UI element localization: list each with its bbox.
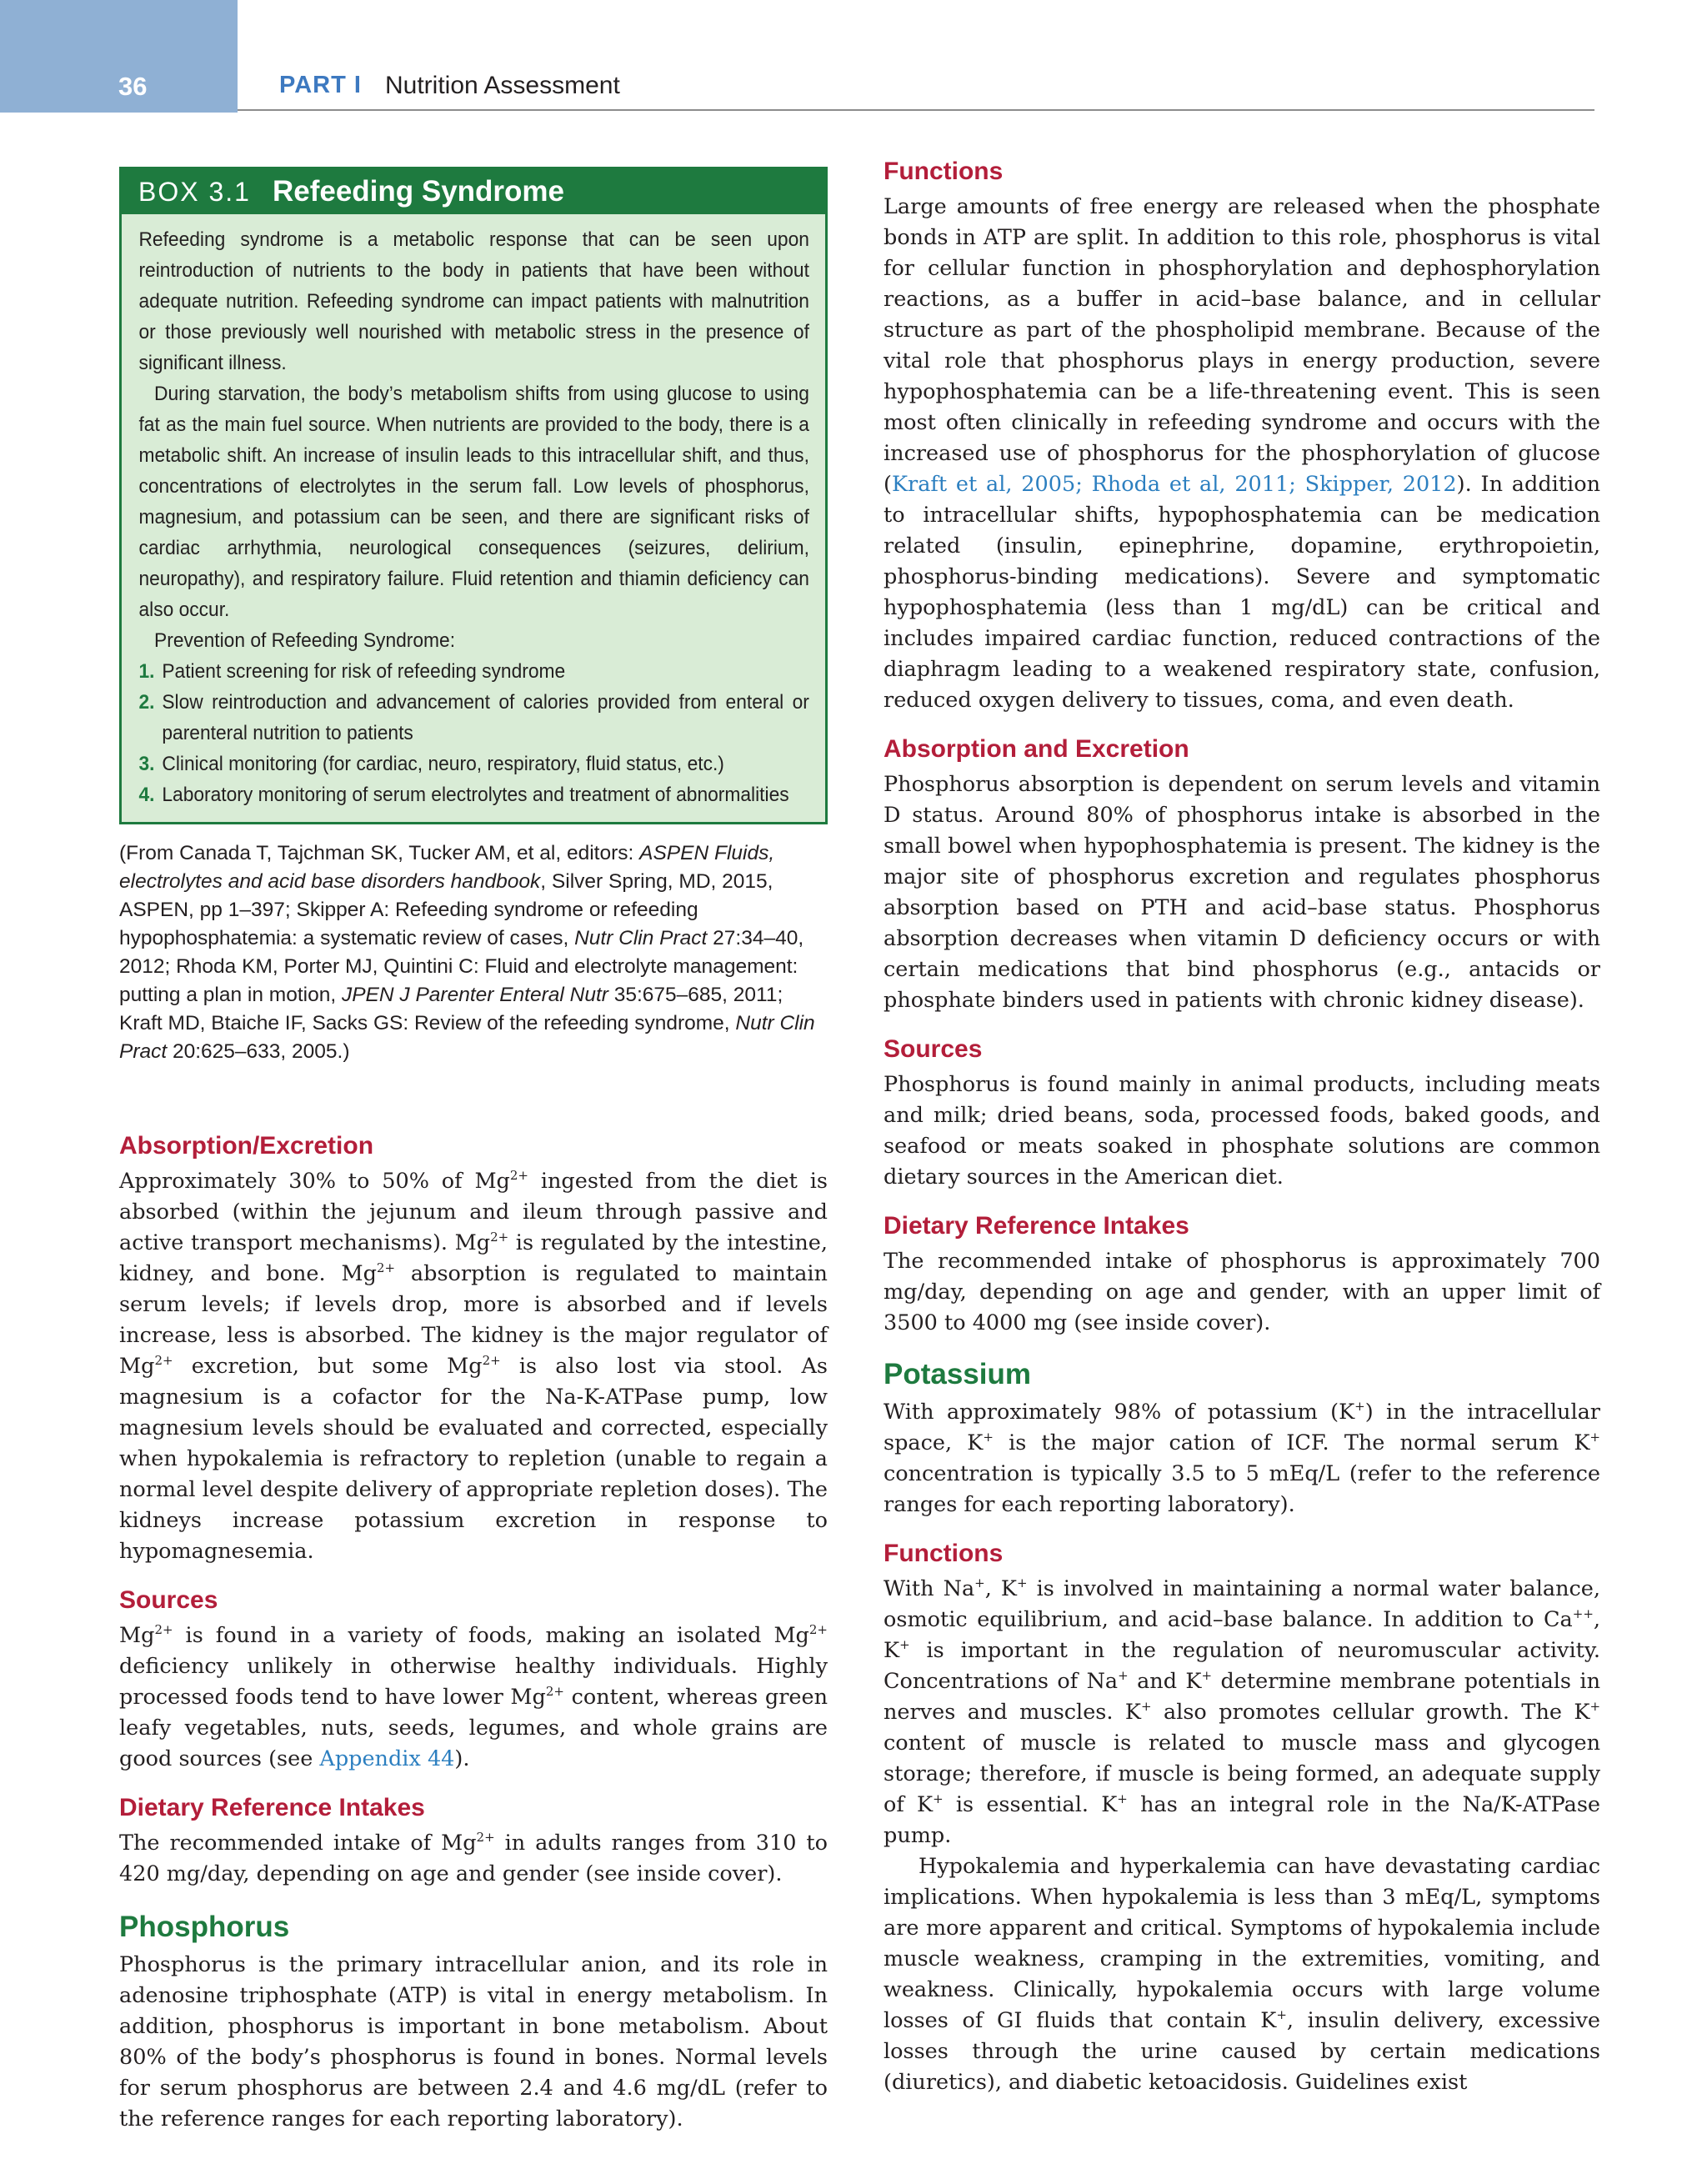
section-heading: Dietary Reference Intakes bbox=[884, 1212, 1189, 1240]
box-paragraph: During starvation, the body’s metabolism shifts from using glucose to using fat as the main fuel source. When nutrients are provided to the body, there is a metabolic shift. An increase of insulin leads to this intracellular shift, and thus, concentrations of electrolytes in the serum fall. Low levels of phosphorus, magnesium, and potassium can be seen, and there are significant risks of cardiac arrhythmia, neurological consequences (seizures, delirium, neuropathy), and respiratory failure. Fluid retention and thiamin deficiency can also occur. bbox=[138, 383, 809, 621]
section-dri bbox=[884, 1210, 1600, 1339]
section-heading: Sources bbox=[119, 1586, 218, 1614]
left-column bbox=[119, 167, 828, 2135]
section-heading: Dietary Reference Intakes bbox=[119, 1794, 425, 1821]
section-paragraph: Approximately 30% to 50% of $Mg^{2+}$ ingested from the diet is absorbed (within the jejunum and ileum through passive and active transport mechanisms). $Mg^{2+}$ is regulated by the intestine, kidney, and bone. $Mg^{2+}$ absorption is regulated to maintain serum levels; if levels drop, more is absorbed and if levels increase, less is absorbed. The kidney is the major regulator of $Mg^{2+}$ excretion, but some $Mg^{2+}$ is also lost via stool. As magnesium is a cofactor for the Na-K-ATPase pump, low magnesium levels should be evaluated and corrected, especially when hypokalemia is refractory to repletion (unable to regain a normal level despite delivery of appropriate repletion doses). The kidneys increase potassium excretion in response to hypomagnesemia. bbox=[119, 1168, 828, 1564]
section-sources bbox=[119, 1584, 828, 1775]
section-sources bbox=[884, 1033, 1600, 1193]
list-item bbox=[138, 687, 808, 749]
section-paragraph: With Na+, K+ is involved in maintaining a normal water balance, osmotic equilibrium, and acid–base balance. In addition to Ca++, K+ is important in the regulation of neuromuscular activity. Concentrations of Na+ and K+ determine membrane potentials in nerves and muscles. K+ also promotes cellular growth. The K+ content of muscle is related to muscle mass and glycogen storage; therefore, if muscle is being formed, an adequate supply of K+ is essential. K+ has an integral role in the Na/K-ATPase pump. bbox=[884, 1575, 1601, 1848]
section-absorption-and-excretion bbox=[884, 733, 1600, 1016]
part-title: Nutrition Assessment bbox=[385, 72, 620, 99]
section-phosphorus bbox=[119, 1908, 828, 2135]
list-number: 4. bbox=[138, 784, 155, 806]
section-paragraph: The recommended intake of phosphorus is approximately 700 mg/day, depending on age and gender, with an upper limit of 3500 to 4000 mg (see inside cover). bbox=[884, 1249, 1600, 1335]
appendix-link[interactable]: Appendix 44 bbox=[319, 1746, 455, 1771]
box-paragraph: Refeeding syndrome is a metabolic response that can be seen upon reintroduction of nutrients to the body in patients that have been without adequate nutrition. Refeeding syndrome can impact patients with malnutrition or those previously well nourished with metabolic stress in the presence of significant illness. bbox=[138, 228, 809, 374]
citation-link[interactable]: Kraft et al, 2005; Rhoda et al, 2011; Skipper, 2012 bbox=[891, 472, 1457, 497]
list-item bbox=[138, 779, 808, 810]
list-number: 1. bbox=[138, 660, 155, 683]
section-potassium-functions bbox=[884, 1537, 1600, 2098]
section-paragraph: Phosphorus is found mainly in animal products, including meats and milk; dried beans, soda, processed foods, baked goods, and seafood or meats soaked in phosphate solutions are common dietary sources in the American diet. bbox=[884, 1072, 1600, 1190]
section-heading: Absorption and Excretion bbox=[884, 735, 1189, 763]
prevention-list bbox=[138, 656, 808, 810]
list-number: 2. bbox=[138, 691, 155, 714]
section-dri bbox=[119, 1791, 828, 1890]
box-body bbox=[122, 214, 826, 822]
section-paragraph: Phosphorus absorption is dependent on serum levels and vitamin D status. Around 80% of phosphorus intake is absorbed in the small bowel when hypophosphatemia is present. The kidney is the major site of phosphorus excretion and regulates phosphorus absorption based on PTH and acid–base status. Phosphorus absorption decreases when vitamin D deficiency occurs or with certain medications that bind phosphorus (e.g., antacids or phosphate binders used in patients with chronic kidney disease). bbox=[884, 772, 1600, 1013]
list-text: Clinical monitoring (for cardiac, neuro, respiratory, fluid status, etc.) bbox=[162, 753, 724, 775]
list-text: Slow reintroduction and advancement of calories provided from enteral or parenteral nutrition to patients bbox=[162, 691, 809, 744]
header-rule bbox=[238, 109, 1594, 111]
part-label: PART I bbox=[279, 72, 362, 98]
prevention-heading: Prevention of Refeeding Syndrome: bbox=[154, 629, 456, 652]
section-potassium bbox=[884, 1355, 1600, 1520]
section-paragraph: With approximately 98% of potassium (K+) in the intracellular space, K+ is the major cation of ICF. The normal serum K+ concentration is typically 3.5 to 5 mEq/L (refer to the reference ranges for each reporting laboratory). bbox=[884, 1399, 1600, 1517]
section-heading: Functions bbox=[884, 1540, 1004, 1567]
list-item bbox=[138, 749, 808, 779]
section-paragraph: Hypokalemia and hyperkalemia can have devastating cardiac implications. When hypokalemia is less than 3 mEq/L, symptoms are more apparent and critical. Symptoms of hypokalemia include muscle weakness, cramping in the extremities, vomiting, and weakness. Clinically, hypokalemia occurs with large volume losses of GI fluids that contain K+, insulin delivery, excessive losses through the urine caused by certain medications (diuretics), and diabetic ketoacidosis. Guidelines exist bbox=[884, 1854, 1601, 2095]
section-paragraph: $Mg^{2+}$ is found in a variety of foods, making an isolated $Mg^{2+}$ deficiency unlikely in otherwise healthy individuals. Highly processed foods tend to have lower $Mg^{2+}$ content, whereas green leafy vegetables, nuts, seeds, legumes, and whole grains are good sources (see Appendix 44). bbox=[119, 1622, 828, 1771]
section-paragraph: Large amounts of free energy are released when the phosphate bonds in ATP are split. In addition to this role, phosphorus is vital for cellular function in phosphorylation and dephosphorylation reactions, as a buffer in acid–base balance, and in cellular structure as part of the phospholipid membrane. Because of the vital role that phosphorus plays in energy production, severe hypophosphatemia can be a life-threatening event. This is seen most often clinically in refeeding syndrome and occurs with the increased use of phosphorus for the phosphorylation of glucose (Kraft et al, 2005; Rhoda et al, 2011; Skipper, 2012). In addition to intracellular shifts, hypophosphatemia can be medication related (insulin, epinephrine, dopamine, erythropoietin, phosphorus-binding medications). Severe and symptomatic hypophosphatemia (less than 1 mg/dL) can be critical and includes impaired cardiac function, reduced contractions of the diaphragm leading to a weakened respiratory state, confusion, reduced oxygen delivery to tissues, coma, and even death. bbox=[884, 194, 1600, 713]
section-heading: Sources bbox=[884, 1035, 983, 1063]
section-heading: Functions bbox=[884, 158, 1004, 185]
box-title: Refeeding Syndrome bbox=[272, 175, 565, 208]
list-item bbox=[138, 656, 808, 687]
list-text: Laboratory monitoring of serum electrolytes and treatment of abnormalities bbox=[162, 784, 789, 806]
right-column bbox=[884, 155, 1600, 2098]
box-source-note: (From Canada T, Tajchman SK, Tucker AM, et al, editors: ASPEN Fluids, electrolytes and acid base disorders handbook, Silver Spring, MD, 2015, ASPEN, pp 1–397; Skipper A: Refeeding syndrome or refeeding hypophosphatemia: a systematic review of cases, Nutr Clin Pract 27:34–40, 2012; Rhoda KM, Porter MJ, Quintini C: Fluid and electrolyte management: putting a plan in motion, JPEN J Parenter Enteral Nutr 35:675–685, 2011; Kraft MD, Btaiche IF, Sacks GS: Review of the refeeding syndrome, Nutr Clin Pract 20:625–633, 2005.) bbox=[119, 842, 815, 1063]
section-paragraph: The recommended intake of $Mg^{2+}$ in adults ranges from 310 to 420 mg/day, depending on age and gender (see inside cover). bbox=[119, 1830, 828, 1886]
box-label: BOX 3.1 bbox=[138, 176, 251, 207]
page-header bbox=[0, 0, 1707, 113]
box-header bbox=[122, 169, 825, 214]
section-heading: Absorption/Excretion bbox=[119, 1132, 374, 1160]
section-title: Phosphorus bbox=[119, 1911, 290, 1943]
page-number: 36 bbox=[118, 72, 148, 101]
section-paragraph: Phosphorus is the primary intracellular anion, and its role in adenosine triphosphate (ATP) is vital in energy metabolism. In addition, phosphorus is important in bone metabolism. About 80% of the body’s phosphorus is found in bones. Normal levels for serum phosphorus are between 2.4 and 4.6 mg/dL (refer to the reference ranges for each reporting laboratory). bbox=[119, 1952, 828, 2131]
section-absorption-excretion bbox=[119, 1130, 828, 1567]
section-title: Potassium bbox=[884, 1358, 1031, 1390]
list-text: Patient screening for risk of refeeding syndrome bbox=[162, 660, 566, 683]
refeeding-box bbox=[119, 167, 828, 824]
list-number: 3. bbox=[138, 753, 155, 775]
section-functions bbox=[884, 155, 1600, 716]
